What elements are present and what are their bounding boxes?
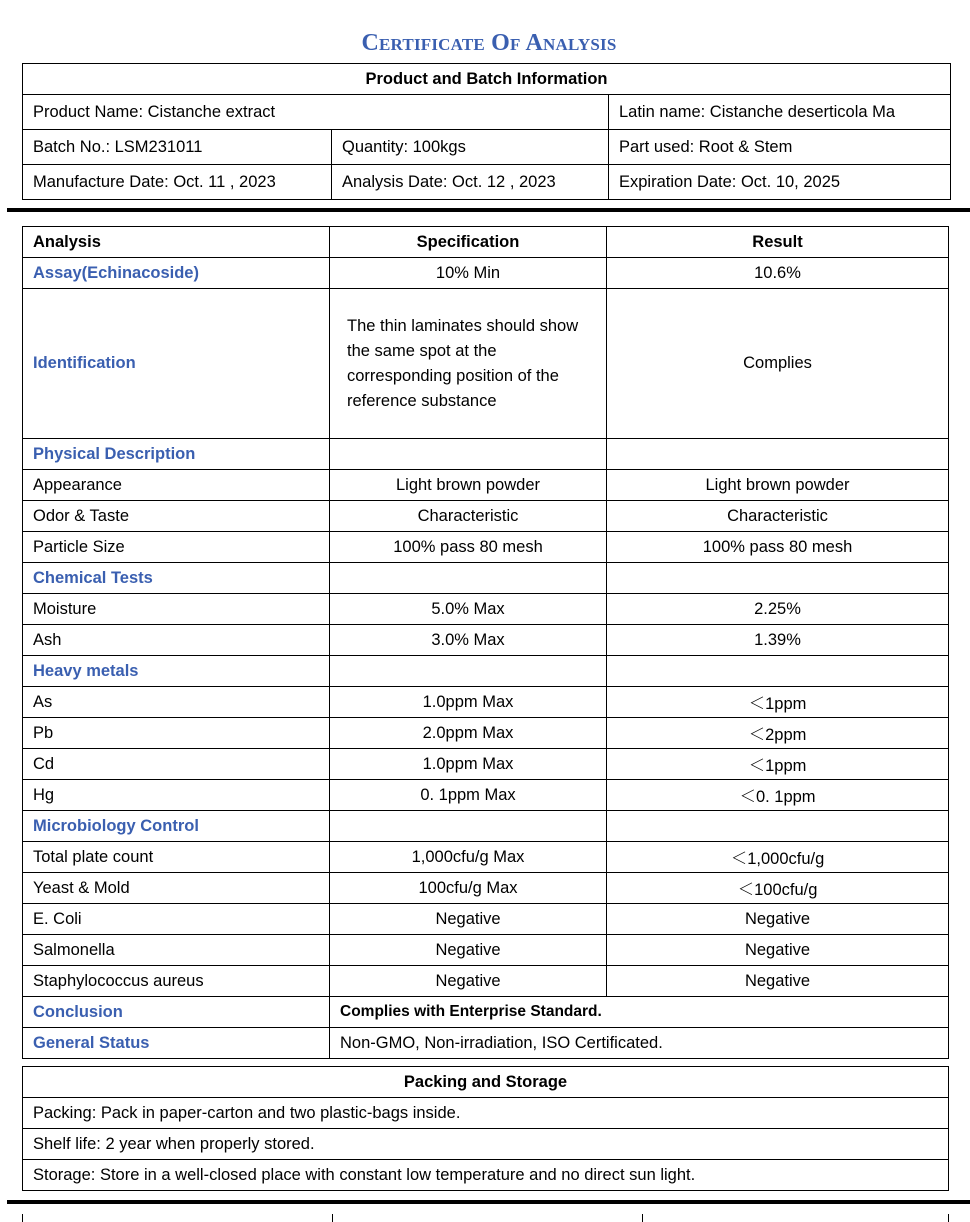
result-value: Light brown powder	[607, 470, 949, 501]
certificate-title: Certificate Of Analysis	[361, 30, 617, 56]
general-status-value: Non-GMO, Non-irradiation, ISO Certificated.	[330, 1028, 949, 1059]
empty-cell	[607, 439, 949, 470]
result-value: ＜100cfu/g	[607, 873, 949, 904]
analysis-item: Staphylococcus aureus	[23, 966, 330, 997]
shelf-life-text: Shelf life: 2 year when properly stored.	[23, 1129, 949, 1160]
specification-value: Characteristic	[330, 501, 607, 532]
result-value: 1.39%	[607, 625, 949, 656]
table-row	[23, 532, 949, 563]
storage-row	[23, 1129, 949, 1160]
analysis-item: Cd	[23, 749, 330, 780]
section-title: Heavy metals	[23, 656, 330, 687]
result-value: Complies	[607, 289, 949, 439]
section-title: Physical Description	[23, 439, 330, 470]
result-value: ＜1ppm	[607, 687, 949, 718]
product-batch-info-table	[22, 63, 951, 200]
result-value: 100% pass 80 mesh	[607, 532, 949, 563]
specification-value: 0. 1ppm Max	[330, 780, 607, 811]
result-value: 2.25%	[607, 594, 949, 625]
section-row	[23, 439, 949, 470]
analysis-item: Particle Size	[23, 532, 330, 563]
table-row	[23, 904, 949, 935]
analysis-item: Assay(Echinacoside)	[23, 258, 330, 289]
section-row	[23, 563, 949, 594]
table-row	[23, 501, 949, 532]
info-row	[23, 95, 951, 130]
general-status-label: General Status	[23, 1028, 330, 1059]
table-row	[23, 625, 949, 656]
divider-rule	[7, 1200, 970, 1204]
analysis-item: Appearance	[23, 470, 330, 501]
empty-cell	[330, 656, 607, 687]
empty-cell	[330, 563, 607, 594]
result-value: Negative	[607, 904, 949, 935]
info-row	[23, 165, 951, 200]
analysis-table	[22, 226, 949, 1059]
result-value: Negative	[607, 935, 949, 966]
info-header-row	[23, 64, 951, 95]
table-row	[23, 966, 949, 997]
result-value: ＜1,000cfu/g	[607, 842, 949, 873]
manufacture-date: Manufacture Date: Oct. 11 , 2023	[23, 165, 332, 200]
analysis-item: As	[23, 687, 330, 718]
part-used: Part used: Root & Stem	[609, 130, 951, 165]
table-row	[23, 718, 949, 749]
section-title: Microbiology Control	[23, 811, 330, 842]
analysis-item: Salmonella	[23, 935, 330, 966]
header-analysis: Analysis	[23, 227, 330, 258]
analysis-item: Moisture	[23, 594, 330, 625]
section-row	[23, 811, 949, 842]
analysis-item: Ash	[23, 625, 330, 656]
conclusion-value: Complies with Enterprise Standard.	[330, 997, 949, 1028]
quantity: Quantity: 100kgs	[332, 130, 609, 165]
table-row	[23, 749, 949, 780]
analysis-date: Analysis Date: Oct. 12 , 2023	[332, 165, 609, 200]
storage-row	[23, 1098, 949, 1129]
analysis-item: Hg	[23, 780, 330, 811]
specification-value: 1.0ppm Max	[330, 687, 607, 718]
empty-cell	[607, 811, 949, 842]
result-value: ＜2ppm	[607, 718, 949, 749]
packing-storage-table	[22, 1066, 949, 1191]
specification-value: 5.0% Max	[330, 594, 607, 625]
analysis-item: E. Coli	[23, 904, 330, 935]
empty-cell	[330, 811, 607, 842]
specification-value: 10% Min	[330, 258, 607, 289]
table-row	[23, 997, 949, 1028]
header-specification: Specification	[330, 227, 607, 258]
analysis-item: Pb	[23, 718, 330, 749]
table-row	[23, 1028, 949, 1059]
specification-value: 1,000cfu/g Max	[330, 842, 607, 873]
analysis-item: Yeast & Mold	[23, 873, 330, 904]
specification-value: 100% pass 80 mesh	[330, 532, 607, 563]
storage-header-row	[23, 1067, 949, 1098]
result-value: ＜0. 1ppm	[607, 780, 949, 811]
specification-value: Negative	[330, 904, 607, 935]
table-row	[23, 258, 949, 289]
result-value: Characteristic	[607, 501, 949, 532]
result-value: Negative	[607, 966, 949, 997]
empty-cell	[607, 656, 949, 687]
specification-value: The thin laminates should show the same spot at the corresponding position of the reference substance	[330, 289, 607, 439]
table-row	[23, 780, 949, 811]
table-row	[23, 935, 949, 966]
table-row	[23, 873, 949, 904]
table-row	[23, 594, 949, 625]
result-value: 10.6%	[607, 258, 949, 289]
edge-mark	[948, 1214, 949, 1222]
info-section-title: Product and Batch Information	[23, 64, 951, 95]
section-row	[23, 656, 949, 687]
specification-value: 3.0% Max	[330, 625, 607, 656]
storage-text: Storage: Store in a well-closed place with constant low temperature and no direct sun light.	[23, 1160, 949, 1191]
specification-value: 100cfu/g Max	[330, 873, 607, 904]
conclusion-label: Conclusion	[23, 997, 330, 1028]
packing-text: Packing: Pack in paper-carton and two plastic-bags inside.	[23, 1098, 949, 1129]
analysis-item: Identification	[23, 289, 330, 439]
specification-value: 1.0ppm Max	[330, 749, 607, 780]
result-value: ＜1ppm	[607, 749, 949, 780]
table-row	[23, 289, 949, 439]
analysis-item: Total plate count	[23, 842, 330, 873]
analysis-item: Odor & Taste	[23, 501, 330, 532]
specification-value: Light brown powder	[330, 470, 607, 501]
table-row	[23, 842, 949, 873]
edge-mark	[642, 1214, 643, 1222]
divider-rule	[7, 208, 970, 212]
storage-row	[23, 1160, 949, 1191]
section-title: Chemical Tests	[23, 563, 330, 594]
table-row	[23, 470, 949, 501]
latin-name: Latin name: Cistanche deserticola Ma	[609, 95, 951, 130]
specification-value: Negative	[330, 935, 607, 966]
specification-value: 2.0ppm Max	[330, 718, 607, 749]
empty-cell	[607, 563, 949, 594]
batch-no: Batch No.: LSM231011	[23, 130, 332, 165]
info-row	[23, 130, 951, 165]
expiration-date: Expiration Date: Oct. 10, 2025	[609, 165, 951, 200]
specification-value: Negative	[330, 966, 607, 997]
packing-storage-title: Packing and Storage	[23, 1067, 949, 1098]
header-result: Result	[607, 227, 949, 258]
edge-mark	[332, 1214, 333, 1222]
table-header-row	[23, 227, 949, 258]
edge-mark	[22, 1214, 23, 1222]
empty-cell	[330, 439, 607, 470]
table-row	[23, 687, 949, 718]
product-name: Product Name: Cistanche extract	[23, 95, 609, 130]
